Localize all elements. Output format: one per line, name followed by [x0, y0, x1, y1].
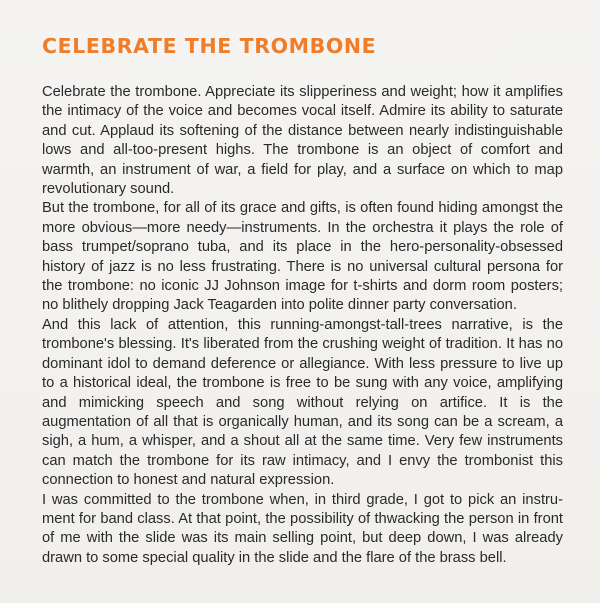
paragraph-3: And this lack of attention, this running-amongst-tall-trees narrative, is the trombone's blessing. It's liberated from the crushing weight of tradition. It has no dominant idol to demand deference or allegiance. With less pressure to live up to a historical ideal, the trombone is free to be sung with any voice, amplifying and mimicking speech and song without relying on artifice. It is the augmentation of all that is organically human, and its song can be a scream, a sigh, a hum, a whisper, and a shout all at the same time. Very few instruments can match the trombone for its raw intimacy, and I envy the trombonist this connection to honest and natural expression. [42, 316, 563, 489]
paragraph-2: But the trombone, for all of its grace and gifts, is often found hiding amongst the more obvious—more needy—instruments. In the orchestra it plays the role of bass trumpet/soprano tuba, and its place in the hero-personality-obsessed history of jazz is no less frustrating. There is no universal cultural persona for the trombone: no iconic JJ Johnson image for t-shirts and dorm room posters; no blithely dropping Jack Teagarden into polite dinner party conversation. [42, 200, 563, 314]
article-title: CELEBRATE THE TROMBONE [42, 34, 377, 58]
article-body [42, 83, 563, 568]
paragraph-4: I was committed to the trombone when, in third grade, I got to pick an instrument for band class. At that point, the possibility of thwacking the person in front of me with the slide was its main selling point, but deep down, I was already drawn to some special quality in the slide and the flare of the brass bell. [42, 491, 563, 566]
paragraph-1: Celebrate the trombone. Appreciate its slipperiness and weight; how it amplifies the intimacy of the voice and becomes vocal itself. Admire its ability to saturate and cut. Applaud its softening of the distance between nearly indistinguishable lows and all-too-present highs. The trombone is an object of comfort and warmth, an instrument of war, a field for play, and a surface on which to map revolutionary sound. [42, 84, 563, 198]
